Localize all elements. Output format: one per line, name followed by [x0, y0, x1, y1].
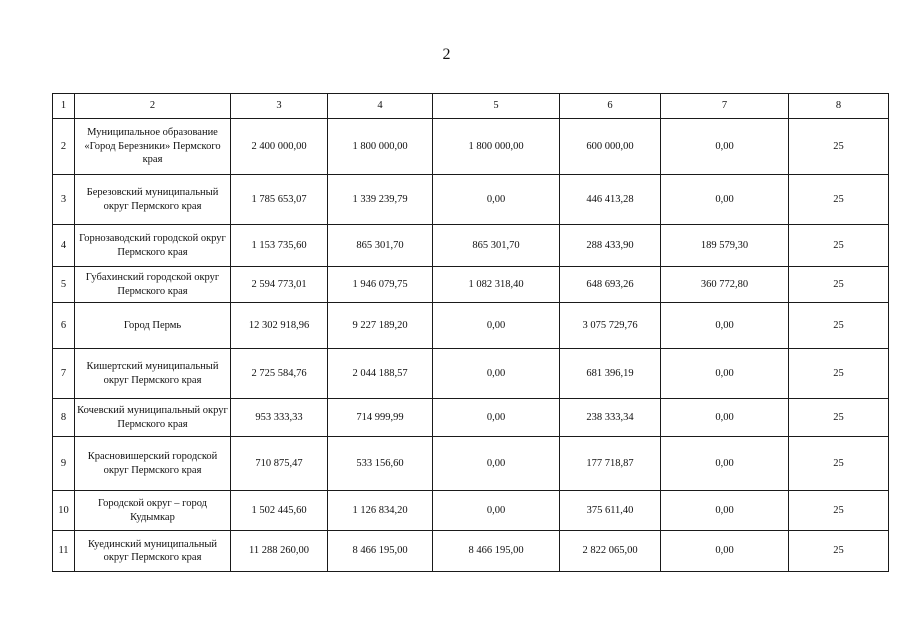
- amount-cell: 533 156,60: [328, 437, 433, 491]
- municipality-name-cell: Город Пермь: [75, 303, 231, 349]
- column-number-cell: 5: [433, 94, 560, 119]
- value-cell: 25: [789, 349, 889, 399]
- table-row: [53, 399, 889, 437]
- column-number-cell: 4: [328, 94, 433, 119]
- row-number-cell: 11: [53, 531, 75, 572]
- municipality-name-cell: Муниципальное образование «Город Березники» Пермского края: [75, 119, 231, 175]
- row-number-cell: 5: [53, 267, 75, 303]
- amount-cell: 2 822 065,00: [560, 531, 661, 572]
- amount-cell: 0,00: [433, 399, 560, 437]
- municipality-name-cell: Красновишерский городской округ Пермского края: [75, 437, 231, 491]
- table-row: [53, 225, 889, 267]
- amount-cell: 0,00: [661, 437, 789, 491]
- amount-cell: 1 126 834,20: [328, 491, 433, 531]
- amount-cell: 375 611,40: [560, 491, 661, 531]
- amount-cell: 1 800 000,00: [433, 119, 560, 175]
- table-row: [53, 437, 889, 491]
- amount-cell: 865 301,70: [328, 225, 433, 267]
- column-number-row: [53, 94, 889, 119]
- table-row: [53, 303, 889, 349]
- amount-cell: 1 339 239,79: [328, 175, 433, 225]
- column-number-cell: 1: [53, 94, 75, 119]
- column-number-cell: 7: [661, 94, 789, 119]
- table-row: [53, 349, 889, 399]
- amount-cell: 2 725 584,76: [231, 349, 328, 399]
- amount-cell: 8 466 195,00: [433, 531, 560, 572]
- municipality-name-cell: Городской округ – город Кудымкар: [75, 491, 231, 531]
- row-number-cell: 4: [53, 225, 75, 267]
- amount-cell: 288 433,90: [560, 225, 661, 267]
- amount-cell: 360 772,80: [661, 267, 789, 303]
- page-number: 2: [442, 46, 451, 63]
- value-cell: 25: [789, 303, 889, 349]
- value-cell: 25: [789, 531, 889, 572]
- row-number-cell: 7: [53, 349, 75, 399]
- amount-cell: 12 302 918,96: [231, 303, 328, 349]
- amount-cell: 0,00: [433, 303, 560, 349]
- amount-cell: 8 466 195,00: [328, 531, 433, 572]
- table-row: [53, 267, 889, 303]
- amount-cell: 2 044 188,57: [328, 349, 433, 399]
- row-number-cell: 10: [53, 491, 75, 531]
- value-cell: 25: [789, 175, 889, 225]
- municipality-name-cell: Березовский муниципальный округ Пермского края: [75, 175, 231, 225]
- amount-cell: 9 227 189,20: [328, 303, 433, 349]
- amount-cell: 11 288 260,00: [231, 531, 328, 572]
- amount-cell: 0,00: [433, 437, 560, 491]
- value-cell: 25: [789, 119, 889, 175]
- table-row: [53, 175, 889, 225]
- amount-cell: 2 400 000,00: [231, 119, 328, 175]
- table-row: [53, 491, 889, 531]
- amount-cell: 1 082 318,40: [433, 267, 560, 303]
- amount-cell: 0,00: [433, 491, 560, 531]
- row-number-cell: 6: [53, 303, 75, 349]
- municipality-name-cell: Куединский муниципальный округ Пермского края: [75, 531, 231, 572]
- amount-cell: 1 502 445,60: [231, 491, 328, 531]
- amount-cell: 0,00: [661, 399, 789, 437]
- row-number-cell: 3: [53, 175, 75, 225]
- amount-cell: 648 693,26: [560, 267, 661, 303]
- amount-cell: 2 594 773,01: [231, 267, 328, 303]
- amount-cell: 710 875,47: [231, 437, 328, 491]
- amount-cell: 0,00: [661, 491, 789, 531]
- amount-cell: 189 579,30: [661, 225, 789, 267]
- amount-cell: 0,00: [433, 349, 560, 399]
- municipality-name-cell: Губахинский городской округ Пермского края: [75, 267, 231, 303]
- amount-cell: 177 718,87: [560, 437, 661, 491]
- value-cell: 25: [789, 225, 889, 267]
- amount-cell: 0,00: [433, 175, 560, 225]
- value-cell: 25: [789, 491, 889, 531]
- amount-cell: 1 785 653,07: [231, 175, 328, 225]
- amount-cell: 0,00: [661, 531, 789, 572]
- amount-cell: 0,00: [661, 119, 789, 175]
- amount-cell: 0,00: [661, 303, 789, 349]
- value-cell: 25: [789, 267, 889, 303]
- municipality-name-cell: Кочевский муниципальный округ Пермского края: [75, 399, 231, 437]
- amount-cell: 0,00: [661, 349, 789, 399]
- amount-cell: 3 075 729,76: [560, 303, 661, 349]
- amount-cell: 714 999,99: [328, 399, 433, 437]
- column-number-cell: 6: [560, 94, 661, 119]
- value-cell: 25: [789, 437, 889, 491]
- amount-cell: 446 413,28: [560, 175, 661, 225]
- amount-cell: 0,00: [661, 175, 789, 225]
- row-number-cell: 8: [53, 399, 75, 437]
- value-cell: 25: [789, 399, 889, 437]
- table-row: [53, 531, 889, 572]
- amount-cell: 865 301,70: [433, 225, 560, 267]
- amount-cell: 600 000,00: [560, 119, 661, 175]
- column-number-cell: 8: [789, 94, 889, 119]
- amount-cell: 1 800 000,00: [328, 119, 433, 175]
- amount-cell: 1 153 735,60: [231, 225, 328, 267]
- table-row: [53, 119, 889, 175]
- allocation-table: [52, 93, 889, 572]
- row-number-cell: 2: [53, 119, 75, 175]
- amount-cell: 238 333,34: [560, 399, 661, 437]
- column-number-cell: 2: [75, 94, 231, 119]
- amount-cell: 953 333,33: [231, 399, 328, 437]
- municipality-name-cell: Горнозаводский городской округ Пермского края: [75, 225, 231, 267]
- row-number-cell: 9: [53, 437, 75, 491]
- municipality-name-cell: Кишертский муниципальный округ Пермского края: [75, 349, 231, 399]
- amount-cell: 1 946 079,75: [328, 267, 433, 303]
- column-number-cell: 3: [231, 94, 328, 119]
- amount-cell: 681 396,19: [560, 349, 661, 399]
